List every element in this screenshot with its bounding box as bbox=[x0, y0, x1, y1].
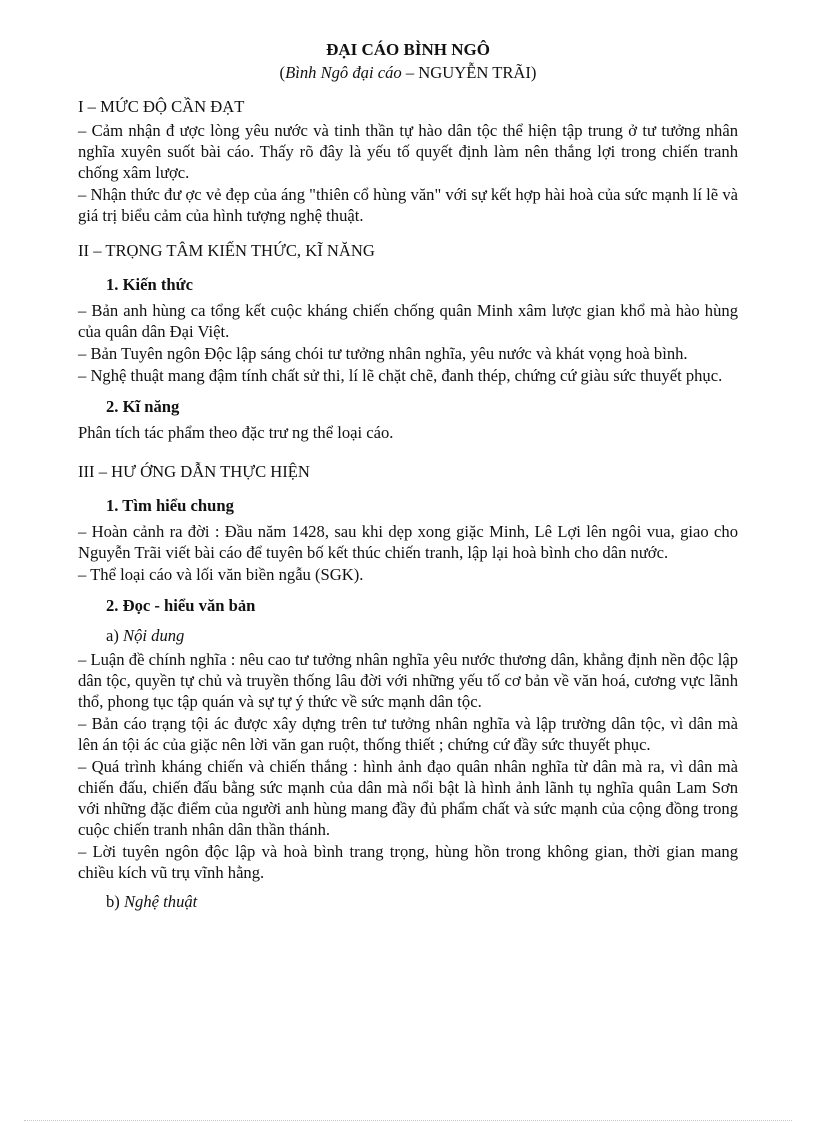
section-3-sub-1-paragraph: – Thể loại cáo và lối văn biền ngẫu (SGK). bbox=[78, 565, 364, 584]
document-page bbox=[78, 38, 738, 915]
section-2-sub-1-heading: 1. Kiến thức bbox=[106, 275, 193, 294]
label-a-prefix: a) bbox=[106, 626, 124, 645]
section-2-sub-1-paragraph: – Bản anh hùng ca tổng kết cuộc kháng chiến chống quân Minh xâm lược gian khổ mà hào hùng của quân dân Đại Việt. bbox=[78, 301, 738, 341]
content-paragraph: – Lời tuyên ngôn độc lập và hoà bình trang trọng, hùng hồn trong không gian, thời gian mang chiều kích vũ trụ vĩnh hằng. bbox=[78, 842, 738, 882]
section-3-heading: III – HƯ ỚNG DẪN THỰC HIỆN bbox=[78, 462, 310, 481]
label-b-prefix: b) bbox=[106, 892, 124, 911]
subtitle-author: – NGUYỄN TRÃI) bbox=[401, 63, 537, 82]
section-3-sub-1-paragraph: – Hoàn cảnh ra đời : Đầu năm 1428, sau khi dẹp xong giặc Minh, Lê Lợi lên ngôi vua, giao cho Nguyễn Trãi viết bài cáo để tuyên bố kết thúc chiến tranh, lập lại hoà bình cho dân nước. bbox=[78, 522, 738, 562]
content-paragraph: – Bản cáo trạng tội ác được xây dựng trên tư tưởng nhân nghĩa và lập trường dân tộc, vì dân mà lên án tội ác của giặc nên lời văn gan ruột, thống thiết ; chứng cứ đầy sức thuyết phục. bbox=[78, 714, 738, 754]
section-1-paragraph: – Cảm nhận đ ược lòng yêu nước và tinh thần tự hào dân tộc thể hiện tập trung ở tư tưởng nhân nghĩa xuyên suốt bài cáo. Thấy rõ đây là yếu tố quyết định làm nên thắng lợi trong chiến tranh chống xâm lược. bbox=[78, 121, 738, 182]
subtitle-work-name: Bình Ngô đại cáo bbox=[285, 63, 402, 82]
label-a bbox=[106, 625, 738, 647]
section-2-sub-1-paragraph: – Bản Tuyên ngôn Độc lập sáng chói tư tưởng nhân nghĩa, yêu nước và khát vọng hoà bình. bbox=[78, 344, 688, 363]
section-2-sub-2-paragraph: Phân tích tác phẩm theo đặc trư ng thể loại cáo. bbox=[78, 423, 394, 442]
section-2-sub-2-heading: 2. Kĩ năng bbox=[106, 397, 180, 416]
label-b bbox=[106, 891, 738, 913]
label-a-text: Nội dung bbox=[123, 626, 185, 645]
label-b-text: Nghệ thuật bbox=[123, 892, 198, 911]
document-title: ĐẠI CÁO BÌNH NGÔ bbox=[326, 40, 490, 59]
section-3-sub-1-heading: 1. Tìm hiểu chung bbox=[106, 496, 234, 515]
section-2-heading: II – TRỌNG TÂM KIẾN THỨC, KĨ NĂNG bbox=[78, 241, 375, 260]
section-2-sub-1-paragraph: – Nghệ thuật mang đậm tính chất sử thi, lí lẽ chặt chẽ, đanh thép, chứng cứ giàu sức thuyết phục. bbox=[78, 366, 723, 385]
content-paragraph: – Quá trình kháng chiến và chiến thắng : hình ảnh đạo quân nhân nghĩa từ dân mà ra, vì dân mà chiến đấu, chiến đấu bằng sức mạnh của dân mà nổi bật là hình ảnh lãnh tụ nghĩa quân Lam Sơn với những đặc điểm của người anh hùng mang đầy đủ phẩm chất và sức mạnh của cộng đồng trong cuộc chiến tranh nhân dân thần thánh. bbox=[78, 757, 738, 839]
document-subtitle bbox=[78, 62, 738, 84]
page-bottom-divider bbox=[24, 1120, 792, 1121]
subtitle-open: ( bbox=[279, 63, 286, 82]
section-3-sub-2-heading: 2. Đọc - hiểu văn bản bbox=[106, 596, 256, 615]
content-paragraph: – Luận đề chính nghĩa : nêu cao tư tưởng nhân nghĩa yêu nước thương dân, khẳng định nền độc lập dân tộc, quyền tự chủ và truyền thống lâu đời với những yếu tố cơ bản về văn hoá, cương vực lãnh thổ, phong tục tập quán và sự tự ý thức về sức mạnh dân tộc. bbox=[78, 650, 738, 711]
section-1-heading: I – MỨC ĐỘ CẦN ĐẠT bbox=[78, 97, 245, 116]
section-1-paragraph: – Nhận thức đư ợc vẻ đẹp của áng "thiên cổ hùng văn" với sự kết hợp hài hoà của sức mạnh lí lẽ và giá trị biểu cảm của hình tượng nghệ thuật. bbox=[78, 185, 738, 225]
